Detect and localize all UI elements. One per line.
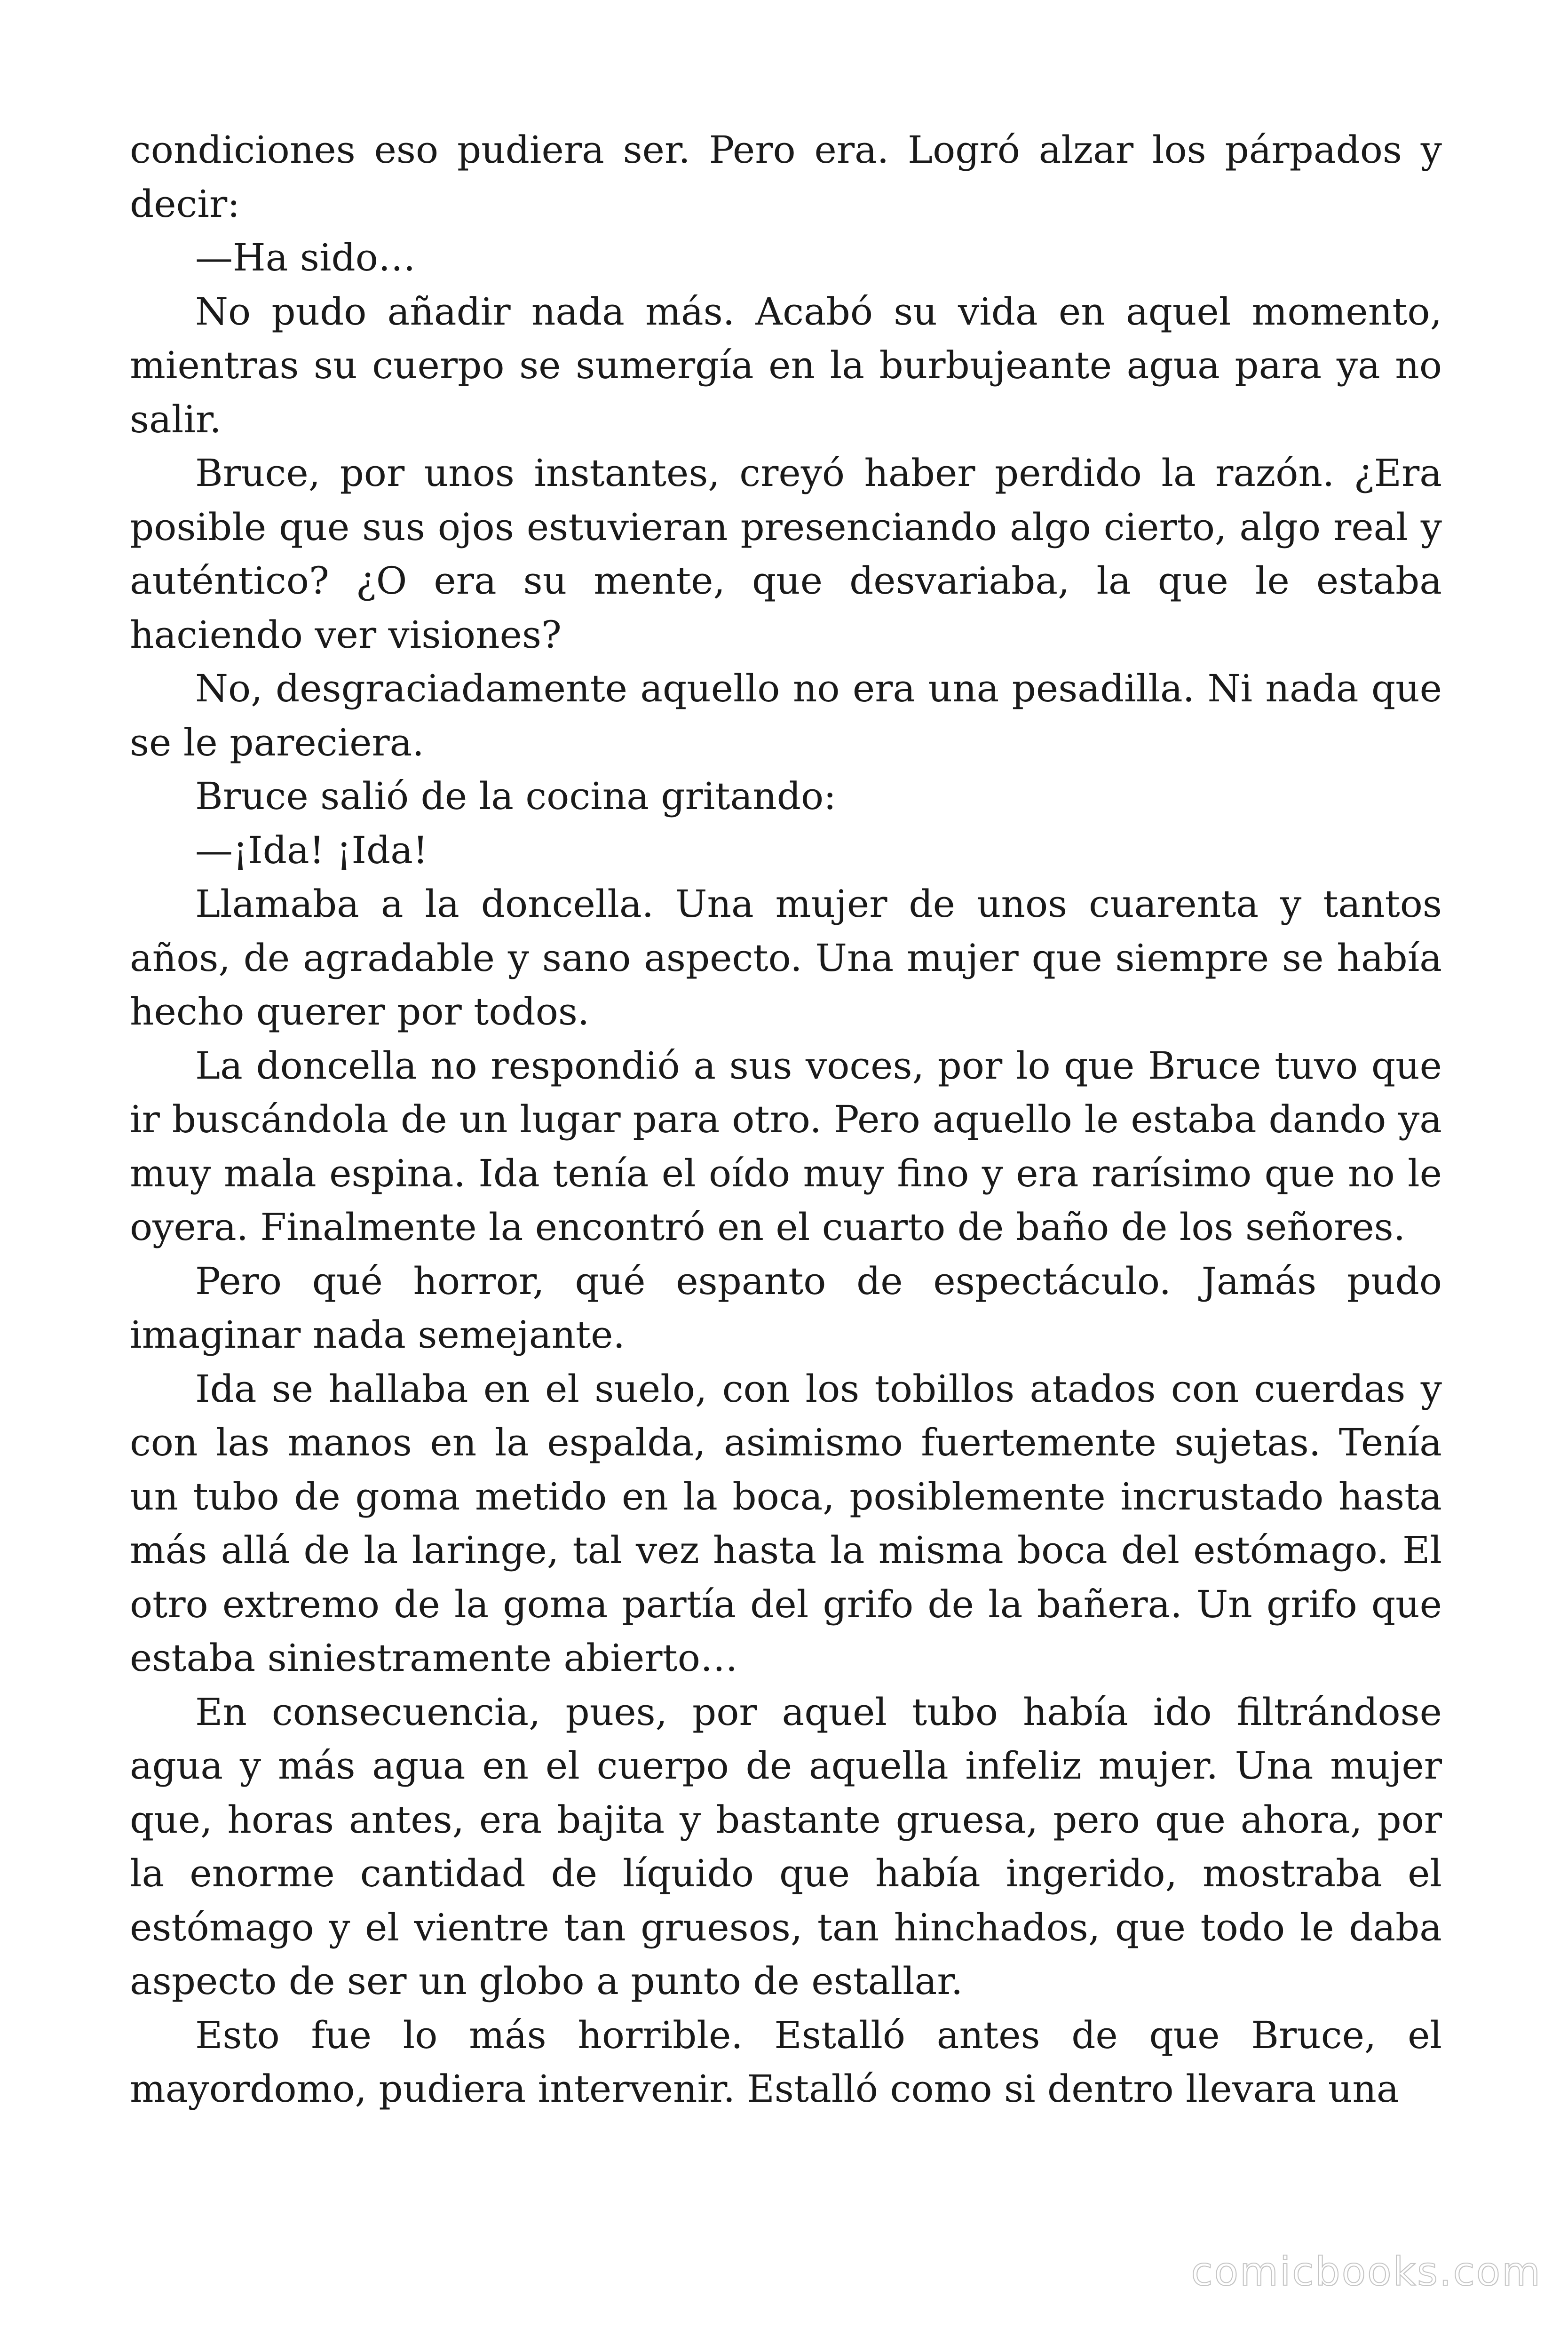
paragraph: La doncella no respondió a sus voces, por lo que Bruce tuvo que ir buscándola de un lugar para otro. Pero aquello le estaba dando ya muy mala espina. Ida tenía el oído muy fino y era rarísimo que no le oyera. Finalmente la encontró en el cuarto de baño de los señores. [130,1043,1442,1249]
page-text [130,123,1442,2116]
paragraph-dialogue: —¡Ida! ¡Ida! [195,828,428,872]
paragraph: No pudo añadir nada más. Acabó su vida en aquel momento, mientras su cuerpo se sumergía en la burbujeante agua para ya no salir. [130,289,1442,441]
paragraph: Ida se hallaba en el suelo, con los tobillos atados con cuerdas y con las manos en la espalda, asimismo fuertemente sujetas. Tenía un tubo de goma metido en la boca, posiblemente incrustado hasta más allá de la laringe, tal vez hasta la misma boca del estómago. El otro extremo de la goma partía del grifo de la bañera. Un grifo que estaba siniestramente abierto… [130,1367,1442,1680]
paragraph: Bruce, por unos instantes, creyó haber perdido la razón. ¿Era posible que sus ojos estuvieran presenciando algo cierto, algo real y auténtico? ¿O era su mente, que desvariaba, la que le estaba haciendo ver visiones? [130,451,1442,657]
paragraph: No, desgraciadamente aquello no era una pesadilla. Ni nada que se le pareciera. [130,667,1442,764]
watermark-text: comicbooks.com [1191,2249,1542,2295]
paragraph: En consecuencia, pues, por aquel tubo había ido filtrándose agua y más agua en el cuerpo de aquella infeliz mujer. Una mujer que, horas antes, era bajita y bastante gruesa, pero que ahora, por la enorme cantidad de líquido que había ingerido, mostraba el estómago y el vientre tan gruesos, tan hinchados, que todo le daba aspecto de ser un globo a punto de estallar. [130,1690,1442,2003]
paragraph-continuation: condiciones eso pudiera ser. Pero era. Logró alzar los párpados y decir: [130,128,1442,226]
paragraph: Llamaba a la doncella. Una mujer de unos cuarenta y tantos años, de agradable y sano aspecto. Una mujer que siempre se había hecho querer por todos. [130,882,1442,1033]
paragraph: Esto fue lo más horrible. Estalló antes de que Bruce, el mayordomo, pudiera intervenir. Estalló como si dentro llevara una [130,2013,1442,2111]
paragraph: Pero qué horror, qué espanto de espectáculo. Jamás pudo imaginar nada semejante. [130,1259,1442,1357]
paragraph-dialogue: —Ha sido… [195,236,416,279]
paragraph: Bruce salió de la cocina gritando: [195,774,837,818]
